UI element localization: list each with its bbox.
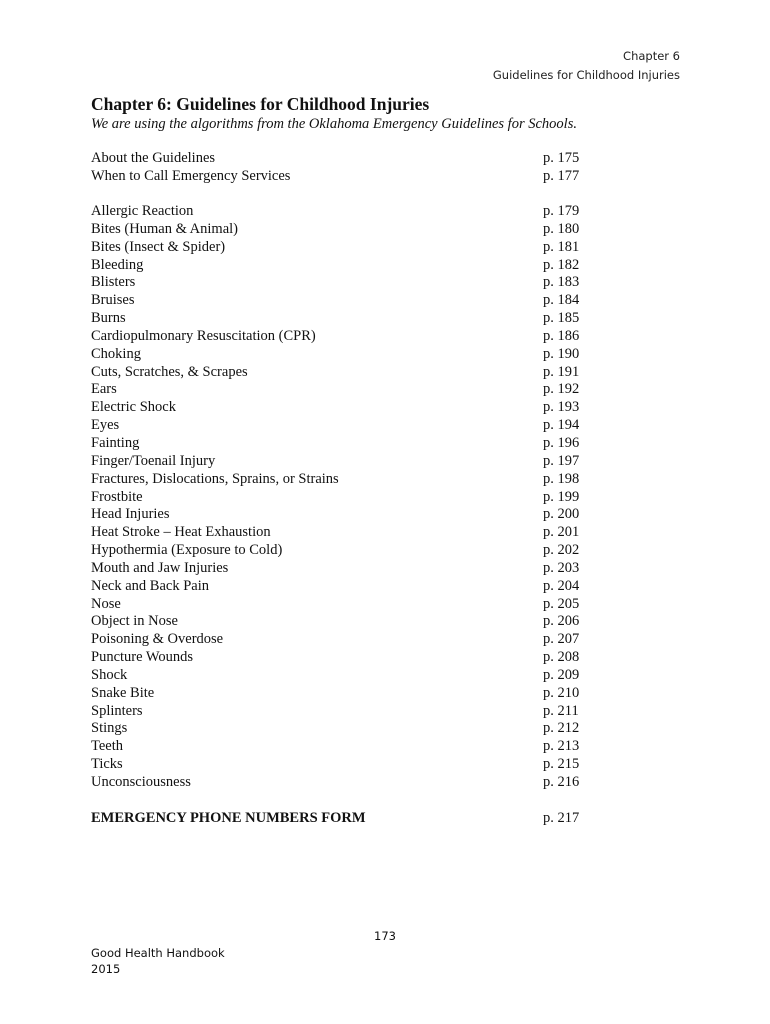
toc-entry-page: p. 212 <box>543 720 580 737</box>
toc-entry-label: Bites (Human & Animal) <box>91 220 238 237</box>
toc-entry <box>91 399 591 417</box>
toc-entry-page: p. 208 <box>543 649 580 666</box>
toc-entry-page: p. 206 <box>543 613 580 630</box>
toc-entry-label: Frostbite <box>91 488 143 505</box>
toc-entry-page: p. 183 <box>543 274 580 291</box>
toc-entry-page: p. 203 <box>543 559 580 576</box>
toc-entry-page: p. 193 <box>543 399 580 416</box>
toc-entry-label: When to Call Emergency Services <box>91 167 291 184</box>
toc-entry <box>91 453 591 471</box>
toc-entry <box>91 720 591 738</box>
toc-entry <box>91 292 591 310</box>
toc-entry-page: p. 205 <box>543 595 580 612</box>
toc-entry-label: Ticks <box>91 756 123 773</box>
toc-entry-page: p. 201 <box>543 524 580 541</box>
toc-entry <box>91 667 591 685</box>
toc-entry <box>91 738 591 756</box>
footer <box>91 945 225 977</box>
toc-entry-label: Puncture Wounds <box>91 649 194 666</box>
toc-entry <box>91 471 591 489</box>
toc-entry-label: Fainting <box>91 434 140 451</box>
toc-entry-label: Bruises <box>91 292 135 309</box>
toc-entry-page: p. 198 <box>543 470 580 487</box>
toc-entry <box>91 506 591 524</box>
page-subtitle: We are using the algorithms from the Oklahoma Emergency Guidelines for Schools. <box>91 116 577 132</box>
running-header <box>493 47 680 85</box>
toc-entry-label: Allergic Reaction <box>91 203 194 219</box>
toc-entry-label: Eyes <box>91 417 120 434</box>
toc-entry <box>91 203 591 221</box>
toc-entry-page: p. 216 <box>543 774 580 790</box>
toc-entry <box>91 596 591 614</box>
toc-entry <box>91 756 591 774</box>
toc-entry-label: Bites (Insect & Spider) <box>91 238 226 255</box>
toc-entry-page: p. 197 <box>543 452 580 469</box>
footer-year: 2015 <box>91 962 121 976</box>
toc-entry-page: p. 185 <box>543 310 580 327</box>
toc-entry-label: EMERGENCY PHONE NUMBERS FORM <box>91 810 366 826</box>
toc-entry-label: Head Injuries <box>91 506 170 523</box>
header-chapter-title: Guidelines for Childhood Injuries <box>492 68 680 82</box>
toc-entry <box>91 613 591 631</box>
toc-entry <box>91 328 591 346</box>
toc-entry <box>91 274 591 292</box>
toc-entry <box>91 257 591 275</box>
toc-entry-label: Ears <box>91 381 117 398</box>
toc-entry-page: p. 175 <box>543 150 580 166</box>
footer-book-title: Good Health Handbook <box>91 946 225 960</box>
toc-entry-page: p. 182 <box>543 256 580 273</box>
toc-entry-page: p. 213 <box>543 738 580 755</box>
toc-entry-label: Choking <box>91 345 141 362</box>
toc-entry <box>91 649 591 667</box>
toc-entry-page: p. 215 <box>543 756 580 773</box>
toc-entry <box>91 381 591 399</box>
toc-entry <box>91 310 591 328</box>
toc-entry-label: Teeth <box>91 738 123 755</box>
toc-entry-page: p. 204 <box>543 577 580 594</box>
toc-entry-page: p. 194 <box>543 417 580 434</box>
toc-entry-page: p. 200 <box>543 506 580 523</box>
toc-entry-page: p. 192 <box>543 381 580 398</box>
toc-form-list <box>91 810 591 828</box>
toc-entry-label: Object in Nose <box>91 613 178 630</box>
toc-entry <box>91 239 591 257</box>
toc-entry <box>91 150 591 168</box>
toc-entry-label: Stings <box>91 720 128 737</box>
toc-entry-label: Burns <box>91 310 126 327</box>
toc-entry-page: p. 211 <box>543 702 579 719</box>
toc-entry-label: Mouth and Jaw Injuries <box>91 559 229 576</box>
toc-entry-label: Snake Bite <box>91 684 155 701</box>
toc-entry <box>91 774 591 792</box>
toc-entry <box>91 489 591 507</box>
toc-entry-label: Bleeding <box>91 256 144 273</box>
toc-entry-label: Neck and Back Pain <box>91 577 209 594</box>
toc-entry-label: Fractures, Dislocations, Sprains, or Strains <box>91 470 339 487</box>
toc-entry-page: p. 177 <box>543 167 580 184</box>
toc-entry-page: p. 180 <box>543 220 580 237</box>
toc-entry-page: p. 207 <box>543 631 580 648</box>
toc-entry-label: Electric Shock <box>91 399 176 416</box>
toc-entry-label: Cuts, Scratches, & Scrapes <box>91 363 248 380</box>
page-title: Chapter 6: Guidelines for Childhood Injuries <box>91 94 430 114</box>
toc-entry-page: p. 210 <box>543 684 580 701</box>
toc-entry <box>91 524 591 542</box>
toc-entry <box>91 810 591 828</box>
toc-entry-label: Finger/Toenail Injury <box>91 452 216 469</box>
toc-entry <box>91 631 591 649</box>
page-number: 173 <box>374 929 396 943</box>
toc-topics-list <box>91 203 591 792</box>
toc-entry-label: Splinters <box>91 702 143 719</box>
toc-entry-page: p. 184 <box>543 292 580 309</box>
toc-entry <box>91 221 591 239</box>
toc-entry-label: About the Guidelines <box>91 150 216 166</box>
toc-entry-label: Poisoning & Overdose <box>91 631 224 648</box>
toc-entry-label: Unconsciousness <box>91 774 191 790</box>
toc-entry-page: p. 196 <box>543 434 580 451</box>
toc-entry <box>91 703 591 721</box>
toc-entry-label: Heat Stroke – Heat Exhaustion <box>91 524 271 541</box>
toc-intro-list <box>91 150 591 186</box>
toc-entry <box>91 560 591 578</box>
toc-entry <box>91 168 591 186</box>
toc-entry <box>91 346 591 364</box>
toc-entry-label: Nose <box>91 595 121 612</box>
toc-entry-label: Hypothermia (Exposure to Cold) <box>91 542 283 559</box>
toc-entry-page: p. 179 <box>543 203 580 219</box>
toc-entry-page: p. 217 <box>543 810 580 826</box>
toc-entry-label: Cardiopulmonary Resuscitation (CPR) <box>91 327 316 344</box>
toc-entry <box>91 435 591 453</box>
toc-entry-page: p. 191 <box>543 363 580 380</box>
toc-entry-page: p. 186 <box>543 327 580 344</box>
toc-entry-page: p. 209 <box>543 666 580 683</box>
toc-entry <box>91 578 591 596</box>
toc-entry-page: p. 181 <box>543 238 580 255</box>
toc-entry-page: p. 202 <box>543 542 580 559</box>
toc-entry <box>91 364 591 382</box>
toc-entry-label: Shock <box>91 666 128 683</box>
header-chapter: Chapter 6 <box>623 49 680 63</box>
toc-entry-label: Blisters <box>91 274 136 291</box>
toc-entry <box>91 417 591 435</box>
toc-entry <box>91 685 591 703</box>
toc-entry-page: p. 199 <box>543 488 580 505</box>
toc-entry <box>91 542 591 560</box>
toc-entry-page: p. 190 <box>543 345 580 362</box>
